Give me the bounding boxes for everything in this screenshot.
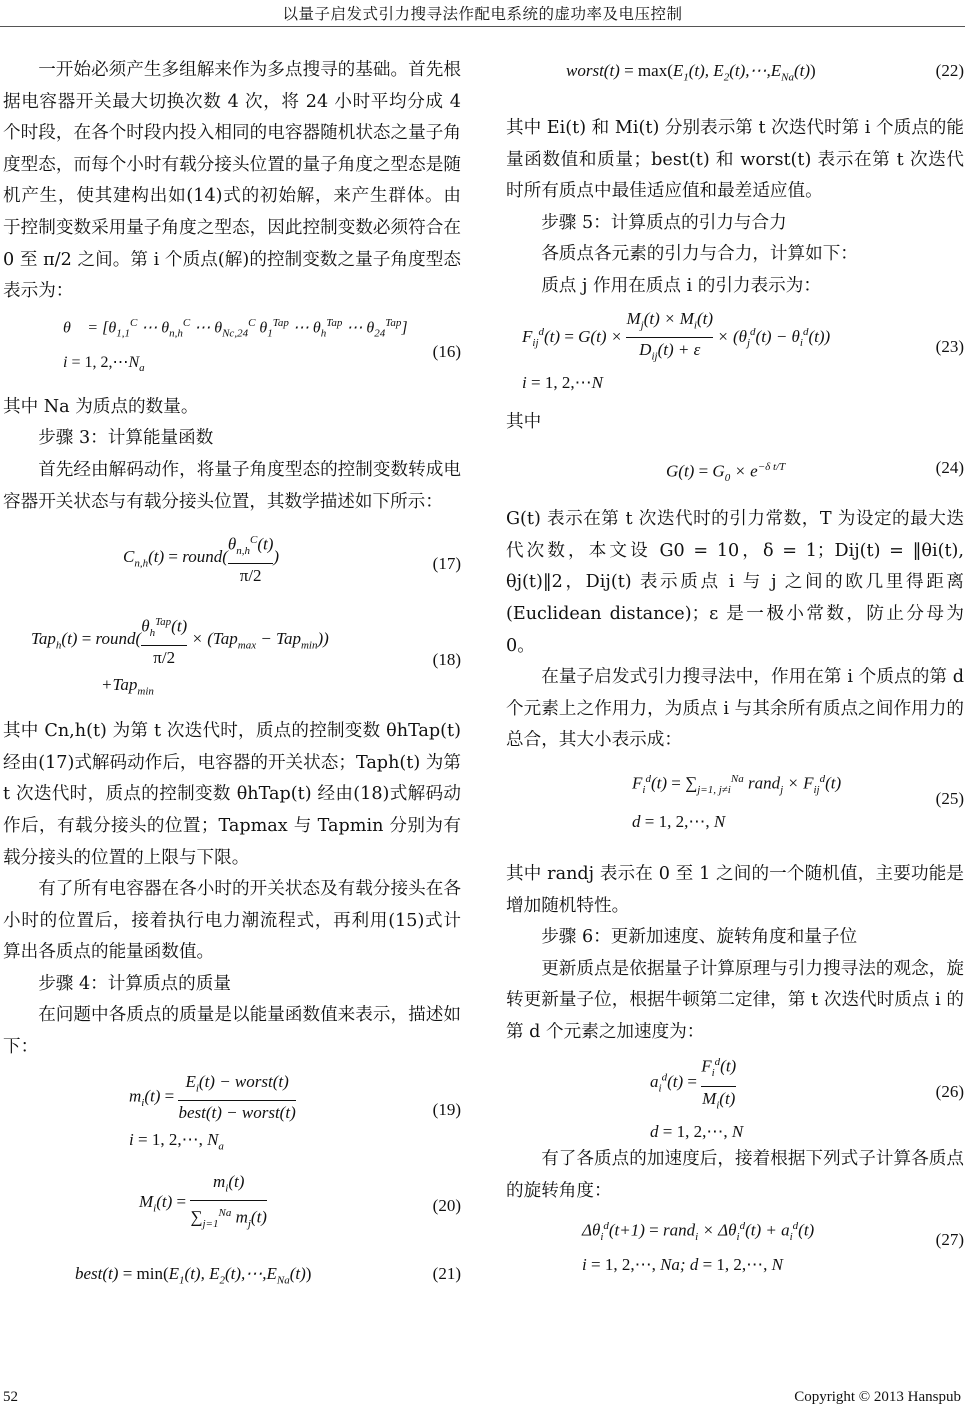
equation-number: (24) [935, 458, 964, 478]
equation-number: (18) [432, 650, 461, 670]
paragraph: 其中 [506, 411, 542, 432]
step-heading: 步骤 5：计算质点的引力与合力 [541, 212, 787, 233]
paragraph: G(t) 表示在第 t 次迭代时的引力常数，T 为设定的最大迭代次数，本文设 G0 = 10，δ = 1；Dij(t) = ‖θi(t), θj(t)‖2，Dij(t) 表示质点 i 与 j 之间的欧几里得距离(Euclidean distance)；ε 是一极小常数，防止分母为 0。 [506, 509, 964, 656]
equation-16: θ⃗ = [$\theta_{1,1}^C$ ⋯ $\theta_{n,h}^C$ ⋯ $\theta_{Nc,24}^C$ $\theta_1^{Tap}$ ⋯ $\theta_h^{Tap}$ ⋯ $\theta_{24}^{Tap}$] i = 1, $2,\cdots N_a$ (16) [63, 316, 461, 375]
paragraph: 有了所有电容器在各小时的开关状态及有载分接头在各小时的位置后，接着执行电力潮流程式，再利用(15)式计算出各质点的能量函数值。 [3, 879, 461, 963]
paragraph: 其中 Na 为质点的数量。 [3, 396, 199, 417]
page-number: 52 [3, 1389, 18, 1405]
header-rule [0, 26, 965, 27]
paragraph: 各质点各元素的引力与合力，计算如下： [541, 244, 858, 265]
equation-22: worst(t) = $\max(E_1(t)$, $E_2(t),\cdots,E_{Na}(t)$) (22) [506, 55, 964, 95]
copyright: Copyright © 2013 Hanspub [794, 1389, 961, 1405]
equation-25: $F_i^d(t) = \sum_{j=1, j\ne i}^{Na}$ rand$_j$ × $F_{ij}^d(t)$ d = 1, 2,⋯, N (25) [632, 772, 964, 831]
equation-21: best(t) = $\min(E_1(t)$, $E_2(t),\cdots,E_{Na}(t)$) (21) [3, 1254, 461, 1294]
left-column [3, 55, 461, 1294]
equation-24: $G(t) = G_0 \times e^{-\delta t/T}$ (24) [506, 438, 964, 504]
paragraph: 首先经由解码动作，将量子角度型态的控制变数转成电容器开关状态与有载分接头位置，其数学描述如下所示： [3, 459, 461, 512]
paragraph: 更新质点是依据量子计算原理与引力搜寻法的观念，旋转更新量子位，根据牛顿第二定律，第 t 次迭代时质点 i 的第 d 个元素之加速度为： [506, 958, 964, 1042]
paragraph: 有了各质点的加速度后，接着根据下列式子计算各质点的旋转角度： [506, 1149, 964, 1202]
equation-number: (27) [935, 1229, 964, 1249]
equation-number: (23) [935, 336, 964, 356]
paragraph: 质点 j 作用在质点 i 的引力表示为： [541, 275, 821, 296]
running-header: 以量子启发式引力搜寻法作配电系统的虚功率及电压控制 [282, 5, 683, 23]
paragraph: 其中 Ei(t) 和 Mi(t) 分别表示第 t 次迭代时第 i 个质点的能量函数值和质量；best(t) 和 worst(t) 表示在第 t 次迭代时所有质点中最佳适应值和最差适应值。 [506, 118, 964, 202]
paragraph: 一开始必须产生多组解来作为多点搜寻的基础。首先根据电容器开关最大切换次数 4 次，将 24 小时平均分成 4 个时段，在各个时段内投入相同的电容器随机状态之量子角度型态，而每个小时有载分接头位置的量子角度之型态是随机产生，使其建构出如(14)式的初始解，来产生群体。由于控制变数采用量子角度之型态，因此控制变数必须符合在 0 至 π/2 之间。第 i 个质点(解)的控制变数之量子角度型态表示为： [3, 60, 461, 302]
paragraph: 在量子启发式引力搜寻法中，作用在第 i 个质点的第 d 个元素上之作用力，为质点 i 与其余所有质点之间作用力的总合，其大小表示成： [506, 667, 964, 751]
equation-19: $m_i(t)$ = $\frac{E_i(t) - worst(t)}{\text{best(t) − worst(t)}}$ i = 1, 2,⋯, $N_a$ (19) [129, 1071, 461, 1153]
step-heading: 步骤 6：更新加速度、旋转角度和量子位 [541, 927, 858, 948]
equation-17: $C_{n,h}(t)$ = round( $\frac{\theta_{n,h}^C(t)}{\pi/2}$ ) (17) [3, 518, 461, 604]
equation-27: $\Delta\theta_i^d(t+1)$ = rand$_i$ × $\Delta\theta_i^d(t) + a_i^d(t)$ i = 1, 2,⋯, Na; d = 1, 2,⋯, N (27) [582, 1219, 964, 1274]
equation-18: Tap$_h$(t) = round( $\frac{\theta_h^{Tap}(t)}{\pi/2}$ × (Tap$_{max}$ − Tap$_{min}$)) +Tap$_{min}$ (18) [31, 616, 461, 698]
equation-number: (25) [935, 788, 964, 808]
equation-number: (19) [432, 1099, 461, 1119]
right-column [506, 55, 964, 1280]
equation-number: (22) [935, 61, 964, 80]
equation-number: (20) [432, 1195, 461, 1215]
paragraph: 其中 Cn,h(t) 为第 t 次迭代时，质点的控制变数 θhTap(t) 经由(17)式解码动作后，电容器的开关状态；Taph(t) 为第 t 次迭代时，质点的控制变数 θhTap(t) 经由(18)式解码动作后，有载分接头的位置；Tapmax 与 Tapmin 分别为有载分接头的位置的上限与下限。 [3, 721, 461, 868]
step-heading: 步骤 3：计算能量函数 [38, 428, 214, 449]
step-heading: 步骤 4：计算质点的质量 [38, 973, 231, 994]
equation-26: $a_i^d(t)$ = $\frac{F_i^d(t)}{M_i(t)}$ d = 1, 2,⋯, N (26) [650, 1056, 964, 1141]
equation-number: (26) [935, 1082, 964, 1102]
equation-number: (17) [432, 554, 461, 574]
equation-20: $M_i(t)$ = $\frac{m_i(t)}{\sum_{j=1}^{Na} m_j(t)}$ (20) [3, 1162, 461, 1254]
equation-23: $F_{ij}^d(t) = G(t)$ × $\frac{M_j(t) \times M_i(t)}{D_{ij}(t) + \varepsilon}$ × $(\theta_j^d(t) - \theta_i^d(t))$ i = 1, 2,⋯N (23) [522, 308, 964, 393]
equation-number: (16) [432, 341, 461, 361]
paragraph: 在问题中各质点的质量是以能量函数值来表示，描述如下： [3, 1005, 461, 1058]
paragraph: 其中 randj 表示在 0 至 1 之间的一个随机值，主要功能是增加随机特性。 [506, 863, 964, 916]
equation-number: (21) [432, 1263, 461, 1283]
